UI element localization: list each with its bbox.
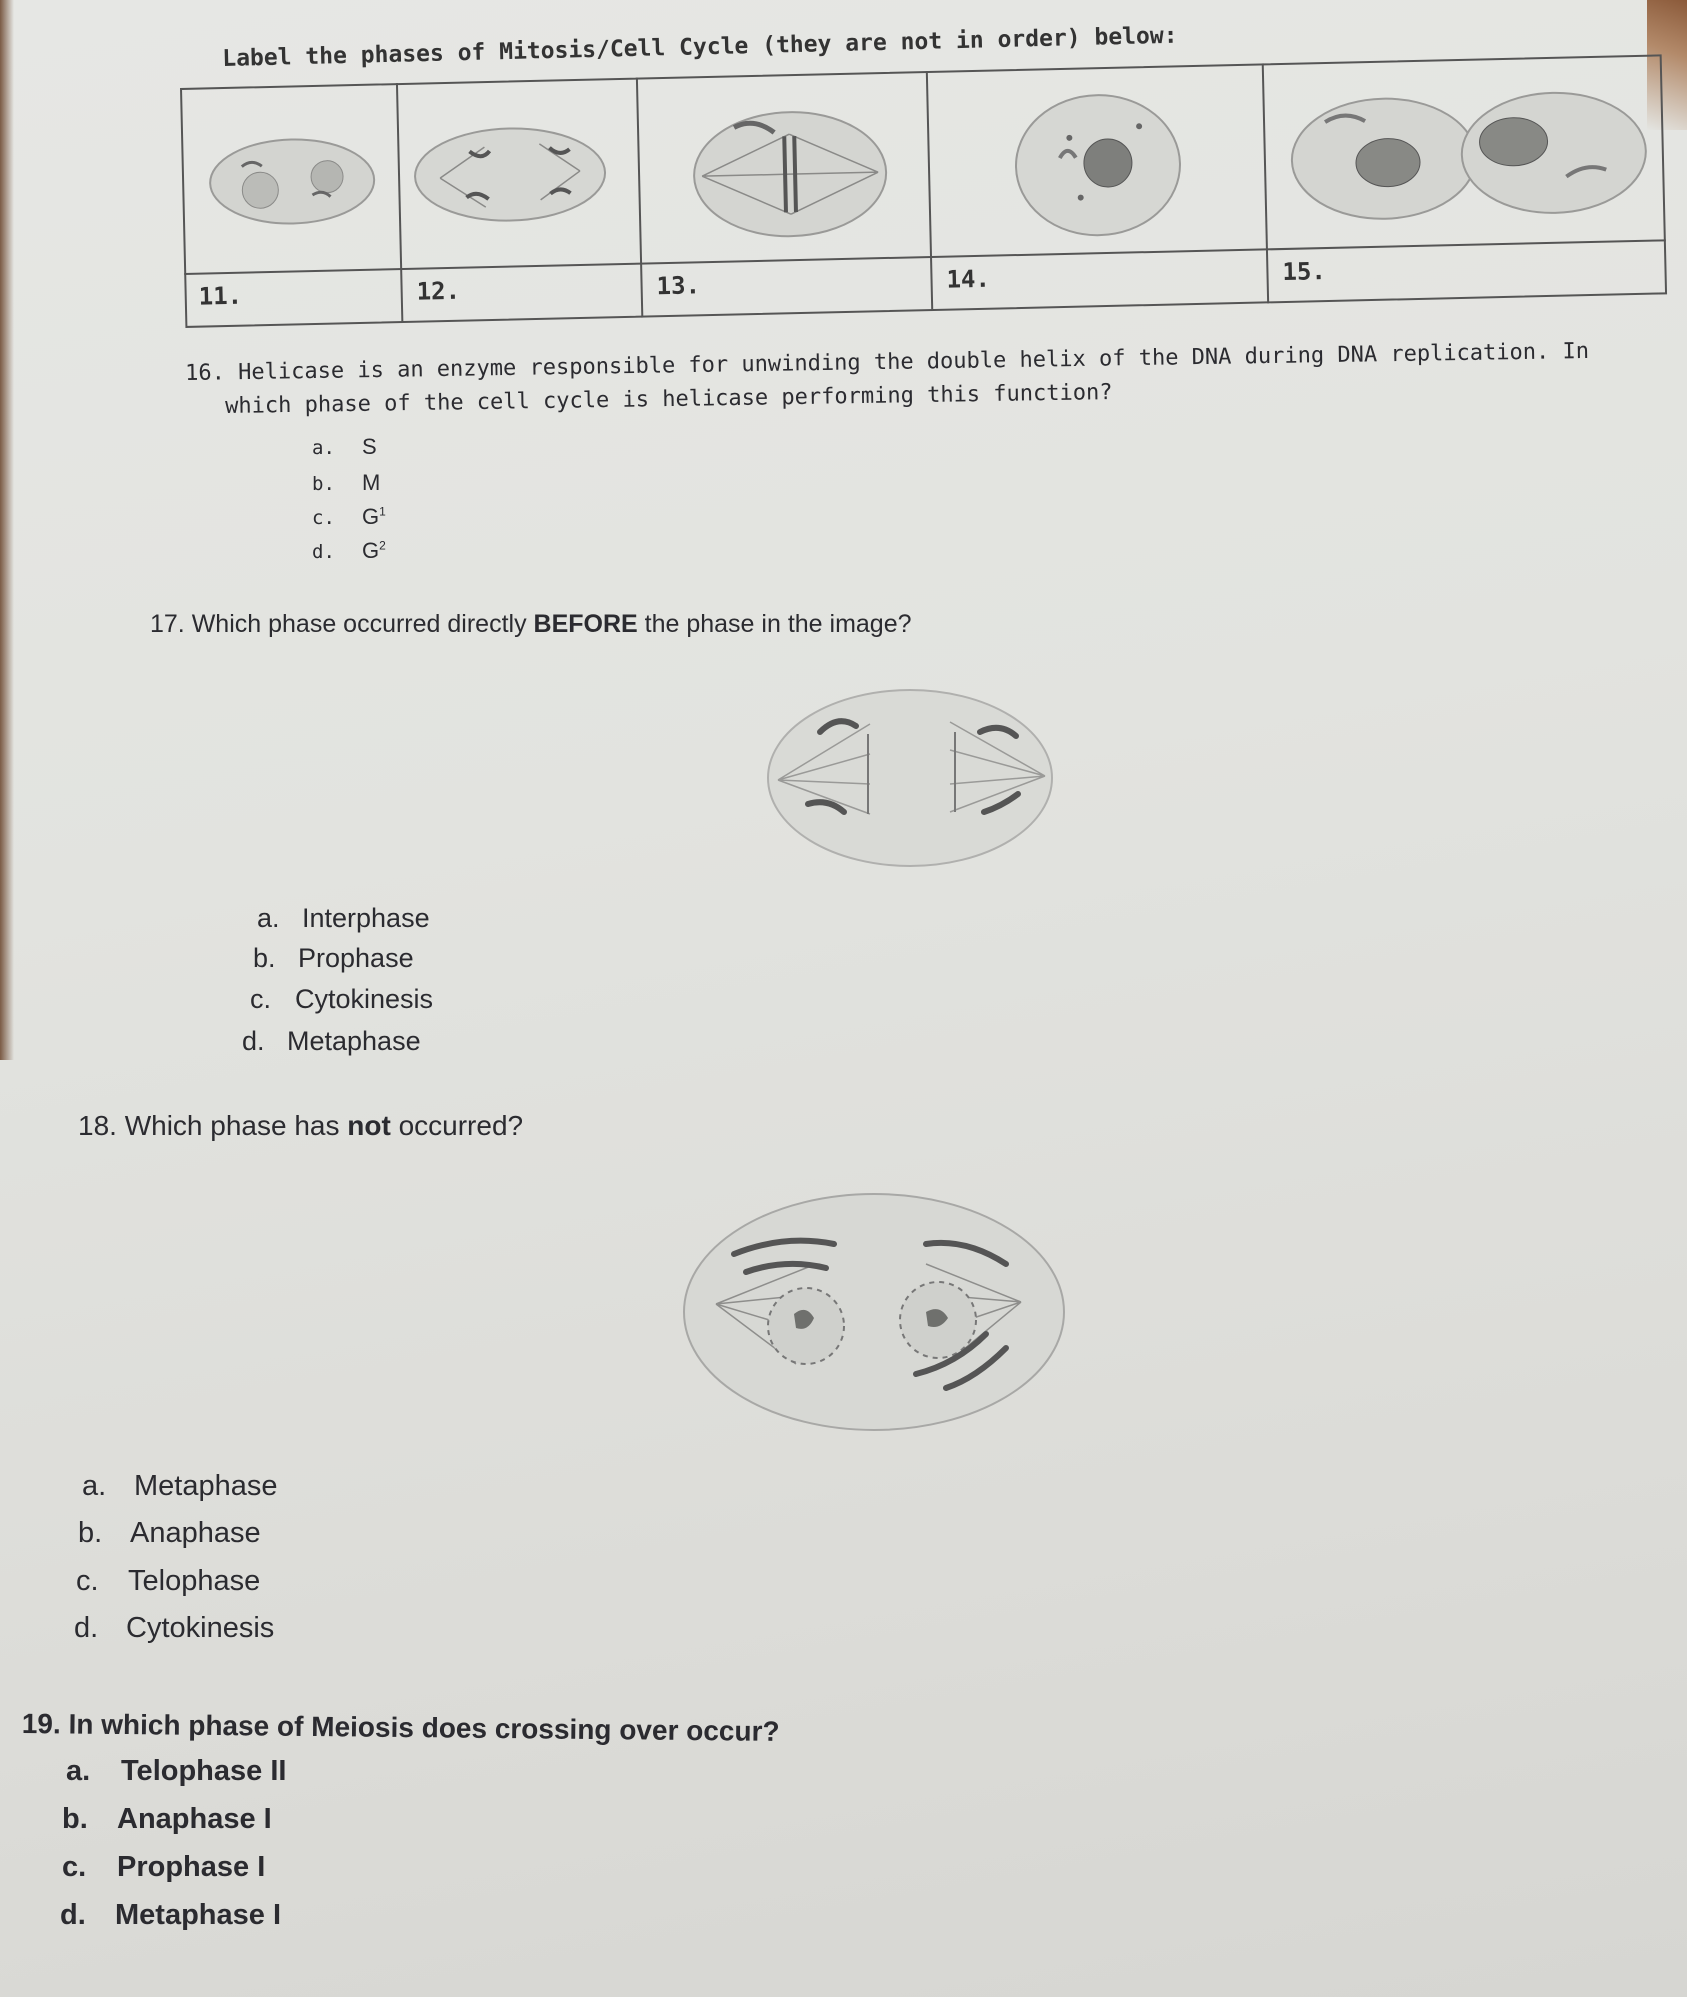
- option-letter: d.: [74, 1612, 99, 1644]
- option-text: Interphase: [302, 903, 430, 933]
- q18-option-c: [76, 1565, 260, 1598]
- table-cell-15: [1264, 54, 1667, 303]
- q18-option-d: [74, 1612, 274, 1645]
- q18-option-b: [78, 1517, 261, 1550]
- option-text: Metaphase: [287, 1026, 421, 1056]
- q18-cell-image-prophase: [676, 1184, 1072, 1440]
- option-superscript: 2: [379, 538, 386, 553]
- q19-option-a: [66, 1755, 286, 1788]
- q17-option-b: [253, 943, 414, 974]
- option-superscript: 1: [379, 504, 386, 519]
- q19-option-d: [60, 1899, 281, 1932]
- question-text: 18. Which phase has: [78, 1110, 348, 1141]
- table-title: Label the phases of Mitosis/Cell Cycle (they are not in order) below:: [222, 22, 1178, 72]
- question-text: the phase in the image?: [637, 610, 912, 638]
- option-text: Telophase II: [121, 1755, 287, 1787]
- option-letter: b.: [78, 1517, 103, 1549]
- cell-number: 12.: [416, 276, 461, 306]
- option-text: G: [362, 538, 380, 563]
- question-text: 17. Which phase occurred directly: [150, 610, 534, 638]
- option-letter: d.: [60, 1899, 86, 1931]
- phase-table: [180, 54, 1667, 328]
- question-text: occurred?: [390, 1110, 524, 1141]
- option-text: S: [362, 434, 377, 459]
- cell-number: 11.: [198, 281, 243, 311]
- option-text: Cytokinesis: [295, 984, 434, 1014]
- table-cell-11: [180, 83, 403, 328]
- q16-option-d: [312, 538, 386, 564]
- option-text: Cytokinesis: [126, 1612, 275, 1644]
- cell-image-interphase: [928, 63, 1268, 256]
- q16-option-c: [312, 504, 386, 530]
- option-text: Prophase I: [117, 1851, 266, 1883]
- option-text: Anaphase: [130, 1517, 261, 1549]
- question-16-line-2: which phase of the cell cycle is helicase performing this function?: [225, 380, 1113, 419]
- question-emphasis: not: [347, 1110, 391, 1141]
- option-text: Metaphase I: [115, 1899, 281, 1931]
- cell-number: 14.: [946, 264, 991, 294]
- page-edge-shadow: [0, 0, 14, 1060]
- table-cell-13: [638, 71, 933, 318]
- question-18: [78, 1110, 523, 1142]
- q17-option-a: [257, 903, 430, 934]
- table-cell-12: [398, 78, 643, 323]
- q16-option-b: [312, 470, 380, 496]
- option-text: G: [362, 504, 380, 529]
- question-17: [150, 610, 912, 639]
- question-emphasis: BEFORE: [533, 610, 638, 638]
- question-19: 19. In which phase of Meiosis does crossing over occur?: [21, 1708, 780, 1747]
- option-letter: c.: [76, 1565, 99, 1597]
- option-letter: a.: [82, 1470, 107, 1502]
- q19-option-b: [62, 1803, 272, 1836]
- option-letter: a.: [66, 1755, 91, 1787]
- option-letter: a.: [312, 437, 335, 459]
- q17-cell-image-anaphase: [760, 684, 1060, 874]
- cell-image-cytokinesis: [1264, 54, 1666, 248]
- q17-option-d: [242, 1026, 421, 1057]
- option-letter: b.: [312, 473, 335, 495]
- question-16-line-1: 16. Helicase is an enzyme responsible for unwinding the double helix of the DNA during DNA replication. In: [185, 338, 1590, 386]
- q17-option-c: [250, 984, 433, 1015]
- table-cell-14: [928, 63, 1269, 311]
- option-text: Anaphase I: [117, 1803, 272, 1835]
- option-letter: c.: [250, 984, 272, 1014]
- option-text: M: [362, 470, 381, 495]
- q16-option-a: [312, 434, 377, 460]
- option-text: Telophase: [128, 1565, 261, 1597]
- q19-option-c: [62, 1851, 265, 1884]
- cell-number: 15.: [1282, 257, 1327, 287]
- option-letter: c.: [312, 507, 335, 529]
- option-text: Metaphase: [134, 1470, 278, 1502]
- option-text: Prophase: [298, 943, 414, 973]
- cell-number: 13.: [656, 271, 701, 301]
- option-letter: d.: [312, 541, 335, 563]
- option-letter: b.: [62, 1803, 88, 1835]
- q18-option-a: [82, 1470, 278, 1503]
- option-letter: b.: [253, 943, 276, 973]
- cell-image-anaphase: [398, 78, 642, 268]
- option-letter: c.: [62, 1851, 87, 1883]
- cell-image-metaphase: [638, 71, 932, 263]
- option-letter: d.: [242, 1026, 265, 1056]
- cell-image-prophase: [180, 83, 402, 273]
- option-letter: a.: [257, 903, 280, 933]
